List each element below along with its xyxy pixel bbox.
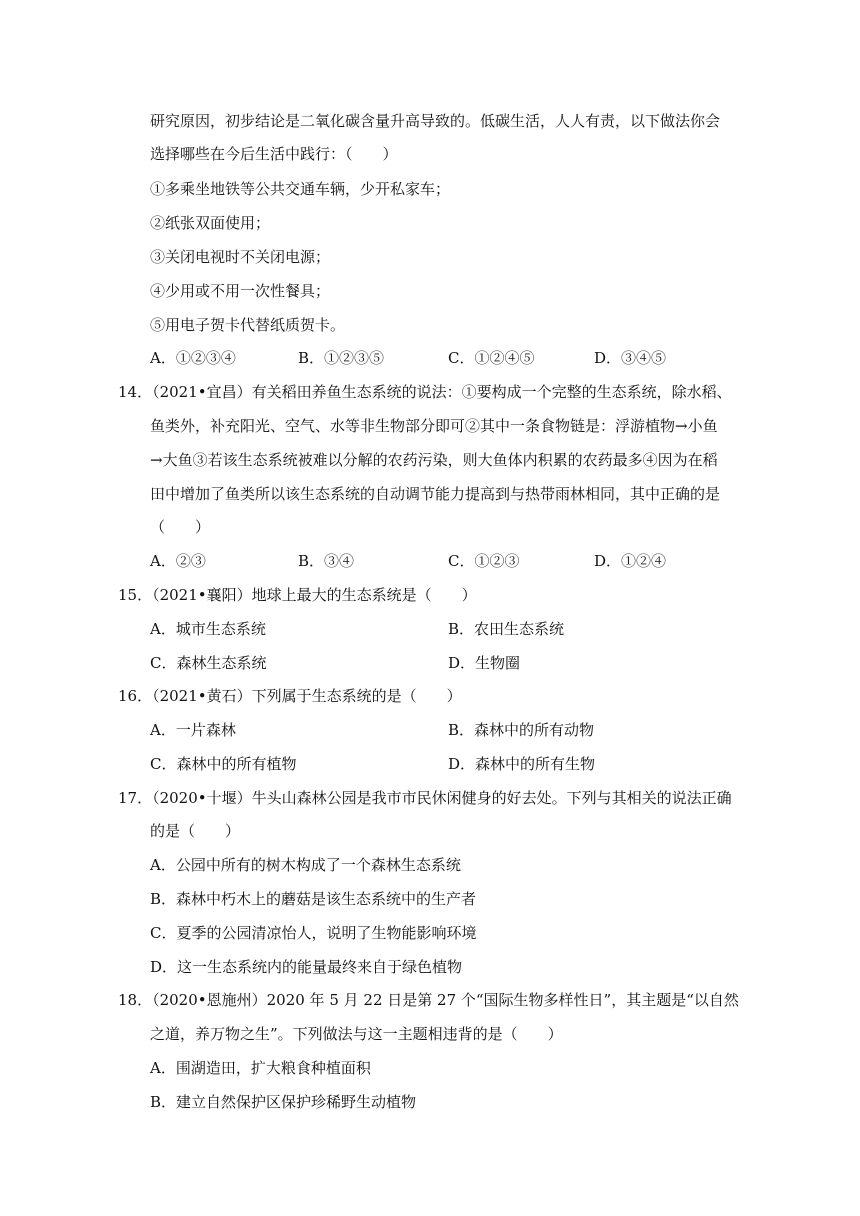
q13-option-c: C．①②④⑤ xyxy=(448,349,535,367)
q17-stem-line-1: 17．（2020•十堰）牛头山森林公园是我市市民休闲健身的好去处。下列与其相关的说法正确 xyxy=(118,789,732,807)
q14-stem-line-5: （ ） xyxy=(150,518,211,536)
q16-option-b: B．森林中的所有动物 xyxy=(448,721,595,739)
q13-item-2: ②纸张双面使用； xyxy=(150,214,271,232)
q17-option-d: D．这一生态系统内的能量最终来自于绿色植物 xyxy=(150,958,463,976)
q17-option-b: B．森林中朽木上的蘑菇是该生态系统中的生产者 xyxy=(150,890,477,908)
q18-stem-line-2: 之道，养万物之生”。下列做法与这一主题相违背的是（ ） xyxy=(150,1025,563,1043)
q14-stem-line-4: 田中增加了鱼类所以该生态系统的自动调节能力提高到与热带雨林相同，其中正确的是 xyxy=(150,485,721,503)
q15-option-d: D．生物圈 xyxy=(448,654,521,672)
q13-option-b: B．①②③⑤ xyxy=(298,349,385,367)
q13-item-1: ①多乘坐地铁等公共交通车辆，少开私家车； xyxy=(150,180,451,198)
q14-stem-line-3: →大鱼③若该生态系统被难以分解的农药污染，则大鱼体内积累的农药最多④因为在稻 xyxy=(150,451,718,469)
q18-stem-line-1: 18．（2020•恩施州）2020 年 5 月 22 日是第 27 个“国际生物多样性日”，其主题是“以自然 xyxy=(118,991,739,1009)
q16-stem: 16．（2021•黄石）下列属于生态系统的是（ ） xyxy=(118,687,462,705)
q13-stem-line-1: 研究原因，初步结论是二氧化碳含量升高导致的。低碳生活，人人有责，以下做法你会 xyxy=(150,112,721,130)
q18-option-a: A．围湖造田，扩大粮食种植面积 xyxy=(150,1059,371,1077)
q16-option-a: A．一片森林 xyxy=(150,721,236,739)
q14-stem-line-2: 鱼类外，补充阳光、空气、水等非生物部分即可②其中一条食物链是：浮游植物→小鱼 xyxy=(150,417,718,435)
q13-item-4: ④少用或不用一次性餐具； xyxy=(150,282,331,300)
q14-option-d: D．①②④ xyxy=(594,552,667,570)
q18-option-b: B．建立自然保护区保护珍稀野生动植物 xyxy=(150,1093,417,1111)
q15-option-b: B．农田生态系统 xyxy=(448,620,565,638)
q16-option-c: C．森林中的所有植物 xyxy=(150,755,297,773)
q15-stem: 15．（2021•襄阳）地球上最大的生态系统是（ ） xyxy=(118,586,477,604)
q17-option-a: A．公园中所有的树木构成了一个森林生态系统 xyxy=(150,856,461,874)
q13-option-d: D．③④⑤ xyxy=(594,349,667,367)
q16-option-d: D．森林中的所有生物 xyxy=(448,755,596,773)
q15-option-c: C．森林生态系统 xyxy=(150,654,267,672)
q15-option-a: A．城市生态系统 xyxy=(150,620,266,638)
q13-item-3: ③关闭电视时不关闭电源； xyxy=(150,248,331,266)
q17-option-c: C．夏季的公园清凉怡人，说明了生物能影响环境 xyxy=(150,924,477,942)
q14-option-a: A．②③ xyxy=(150,552,206,570)
q13-stem-line-2: 选择哪些在今后生活中践行：（ ） xyxy=(150,145,398,163)
q14-option-b: B．③④ xyxy=(298,552,355,570)
q14-option-c: C．①②③ xyxy=(448,552,520,570)
q17-stem-line-2: 的是（ ） xyxy=(150,822,241,840)
q13-option-a: A．①②③④ xyxy=(150,349,236,367)
q14-stem-line-1: 14．（2021•宜昌）有关稻田养鱼生态系统的说法：①要构成一个完整的生态系统，除水稻、 xyxy=(118,383,732,401)
q13-item-5: ⑤用电子贺卡代替纸质贺卡。 xyxy=(150,316,346,334)
